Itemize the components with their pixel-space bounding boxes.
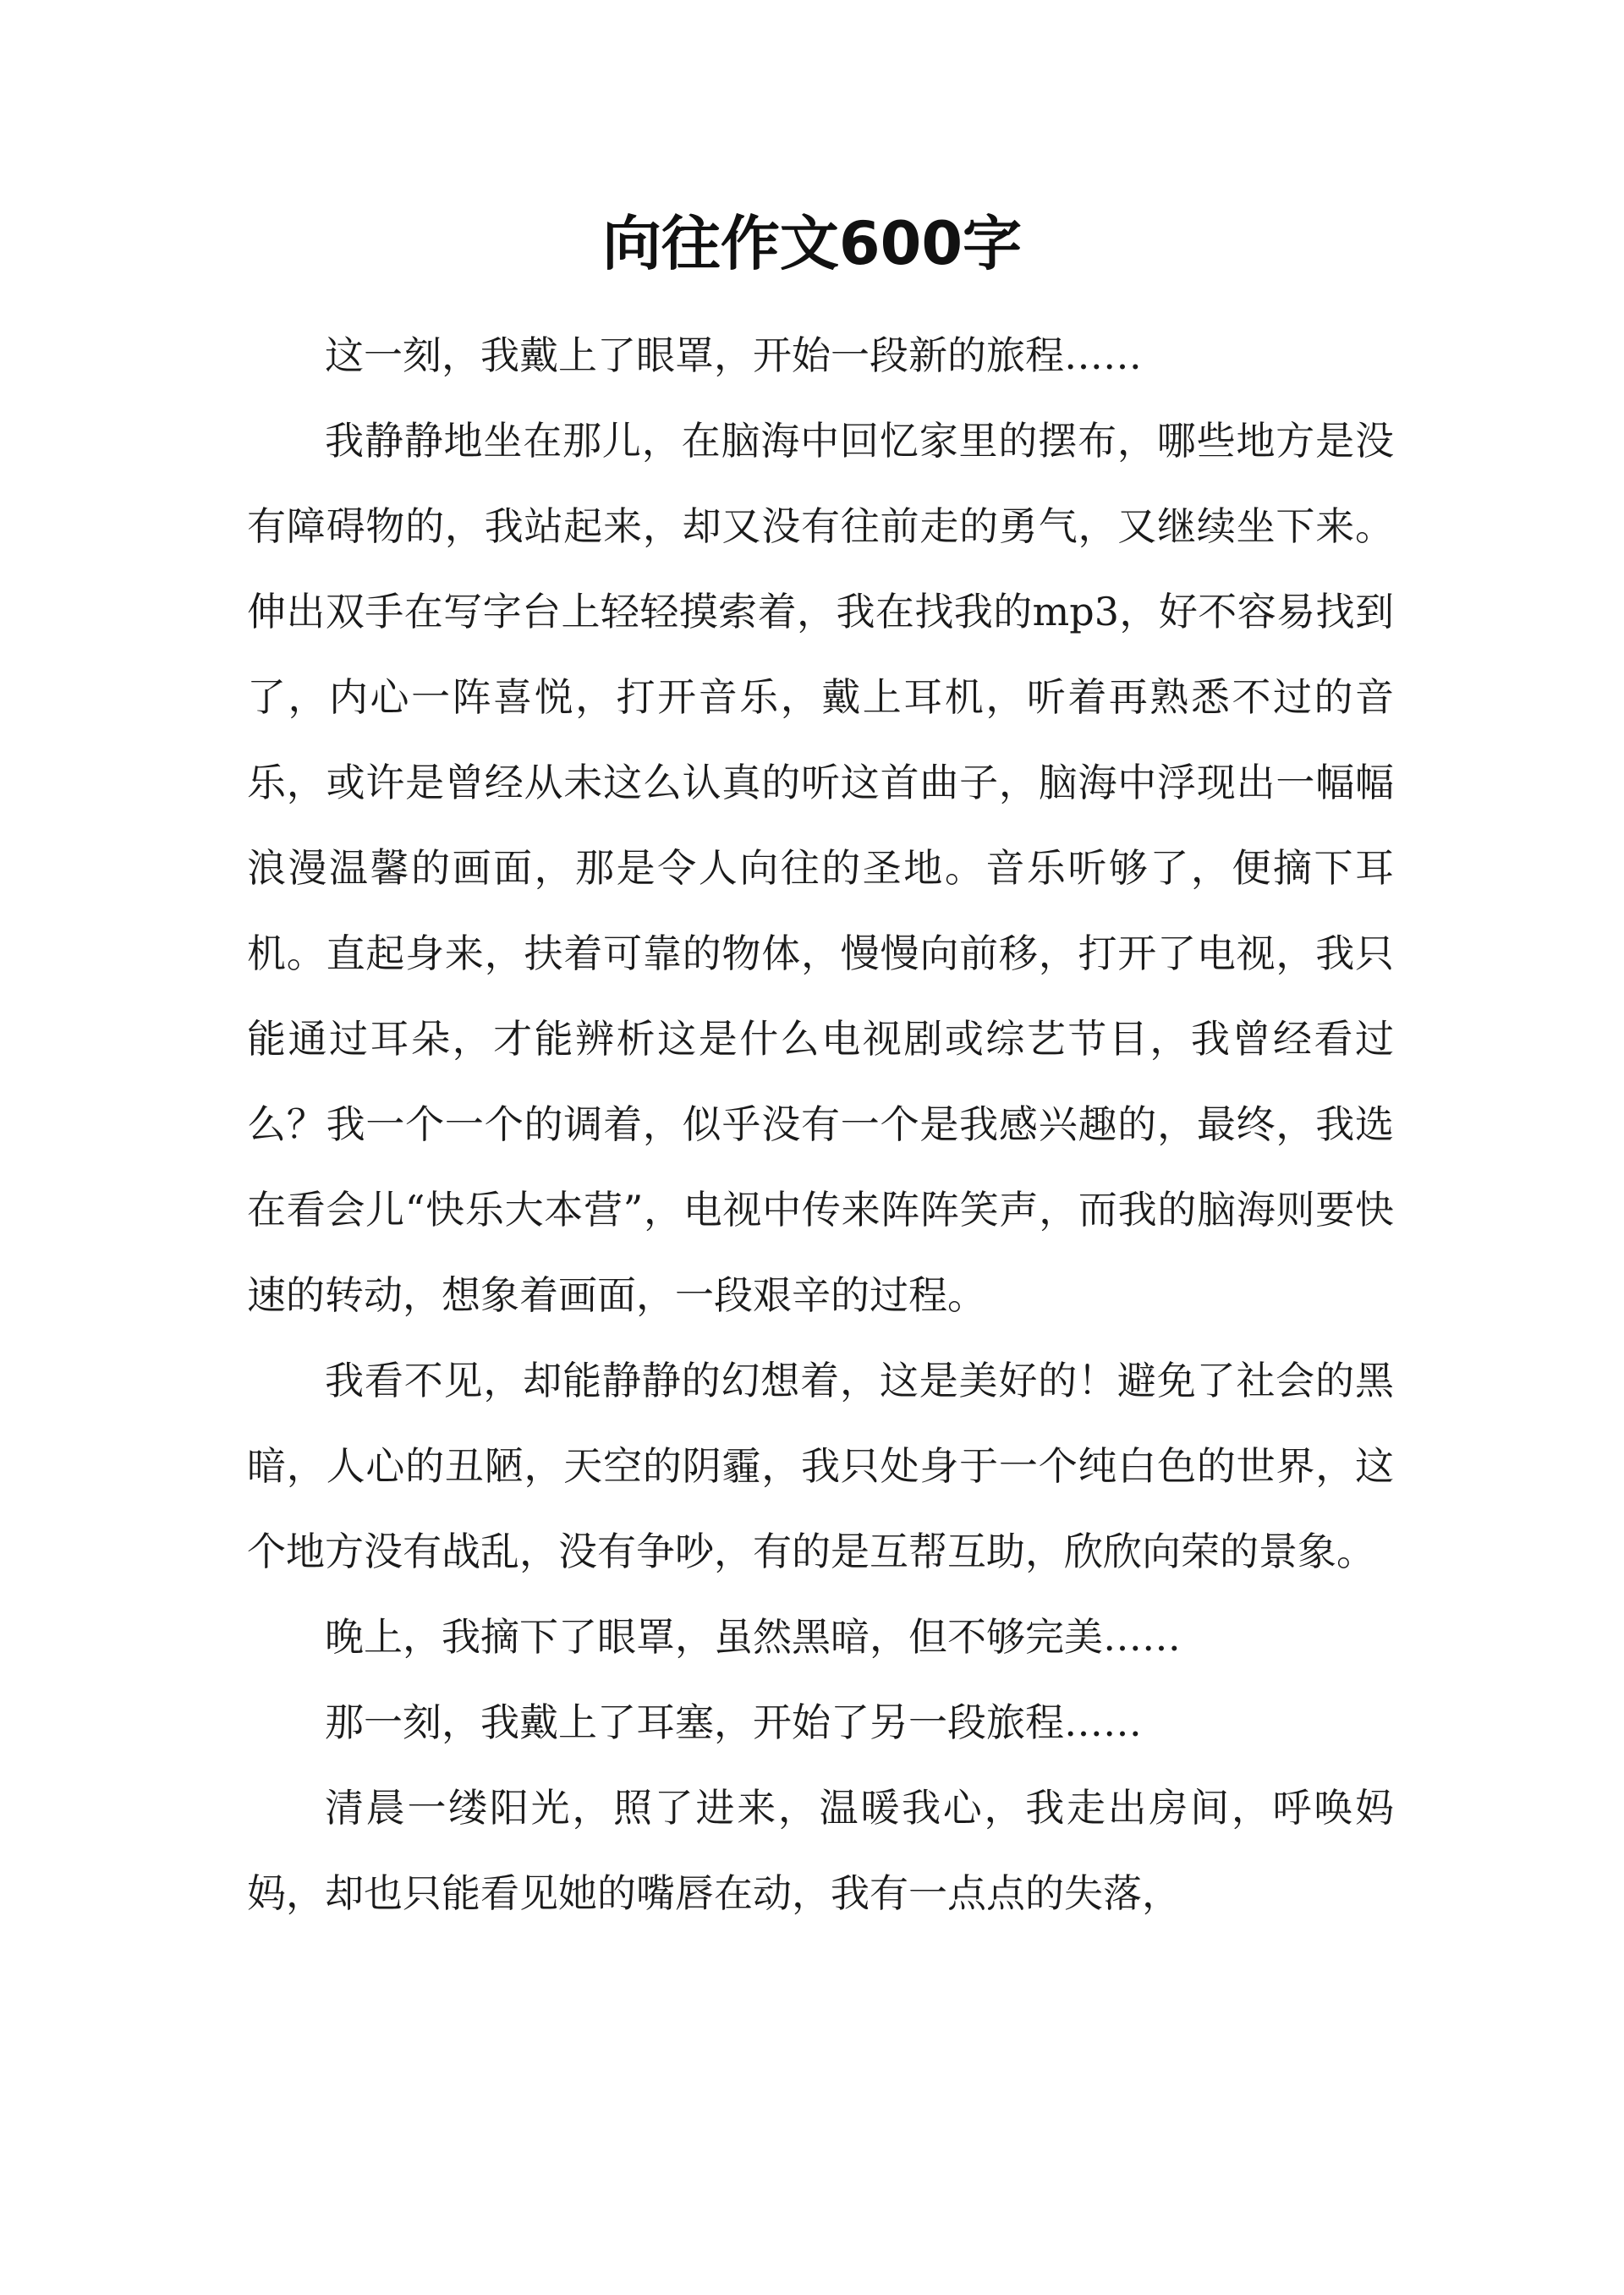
paragraph: 我静静地坐在那儿，在脑海中回忆家里的摆布，哪些地方是没有障碍物的，我站起来，却又没有往前走的勇气，又继续坐下来。伸出双手在写字台上轻轻摸索着，我在找我的mp3，好不容易找到了，内心一阵喜悦，打开音乐，戴上耳机，听着再熟悉不过的音乐，或许是曾经从未这么认真的听这首曲子，脑海中浮现出一幅幅浪漫温馨的画面，那是令人向往的圣地。音乐听够了，便摘下耳机。直起身来，扶着可靠的物体，慢慢向前移，打开了电视，我只能通过耳朵，才能辨析这是什么电视剧或综艺节目，我曾经看过么？我一个一个的调着，似乎没有一个是我感兴趣的，最终，我选在看会儿“快乐大本营”，电视中传来阵阵笑声，而我的脑海则要快速的转动，想象着画面，一段艰辛的过程。 (247, 418, 1394, 1318)
paragraph: 那一刻，我戴上了耳塞，开始了另一段旅程…… (325, 1699, 1142, 1745)
paragraph: 清晨一缕阳光，照了进来，温暖我心，我走出房间，呼唤妈妈，却也只能看见她的嘴唇在动，我有一点点的失落， (247, 1785, 1394, 1916)
paragraph: 晚上，我摘下了眼罩，虽然黑暗，但不够完美…… (325, 1614, 1181, 1660)
document-title: 向往作文600字 (601, 209, 1023, 278)
paragraph: 我看不见，却能静静的幻想着，这是美好的！避免了社会的黑暗，人心的丑陋，天空的阴霾，我只处身于一个纯白色的世界，这个地方没有战乱，没有争吵，有的是互帮互助，欣欣向荣的景象。 (247, 1358, 1394, 1574)
paragraph: 这一刻，我戴上了眼罩，开始一段新的旅程…… (325, 332, 1142, 378)
document-body (247, 313, 1394, 1936)
